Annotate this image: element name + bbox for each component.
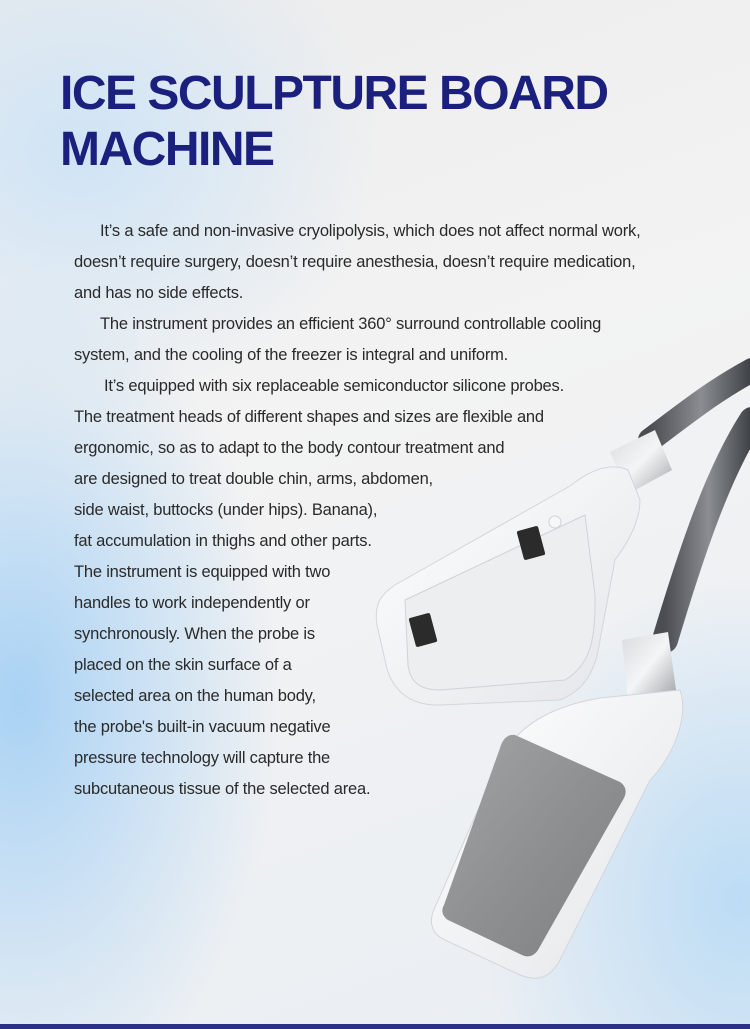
text-line: pressure technology will capture the — [74, 749, 331, 767]
text-line: system, and the cooling of the freezer is integral and uniform. — [74, 346, 509, 364]
text-line: The instrument is equipped with two — [74, 563, 331, 581]
text-line: The treatment heads of different shapes and sizes are flexible and — [74, 408, 544, 426]
text-line: fat accumulation in thighs and other parts. — [74, 532, 372, 550]
lower-hose — [665, 420, 750, 640]
text-line: synchronously. When the probe is — [74, 625, 315, 643]
text-line: doesn’t require surgery, doesn’t require anesthesia, doesn’t require medication, — [74, 253, 636, 271]
text-line: selected area on the human body, — [74, 687, 316, 705]
text-line: the probe's built-in vacuum negative — [74, 718, 331, 736]
text-line: It’s equipped with six replaceable semiconductor silicone probes. — [104, 377, 564, 395]
text-line: subcutaneous tissue of the selected area. — [74, 780, 371, 798]
text-line: handles to work independently or — [74, 594, 310, 612]
text-line: placed on the skin surface of a — [74, 656, 292, 674]
text-line: side waist, buttocks (under hips). Banana), — [74, 501, 378, 519]
text-line: It’s a safe and non-invasive cryolipolysis, which does not affect normal work, — [100, 222, 641, 240]
text-line: The instrument provides an efficient 360° surround controllable cooling — [100, 315, 602, 333]
text-line: and has no side effects. — [74, 284, 244, 302]
page-title — [60, 66, 608, 178]
title-line-1: ICE SCULPTURE BOARD — [60, 67, 608, 120]
text-line: ergonomic, so as to adapt to the body contour treatment and — [74, 439, 505, 457]
title-line-2: MACHINE — [60, 123, 274, 176]
text-line: are designed to treat double chin, arms, abdomen, — [74, 470, 433, 488]
bottom-divider — [0, 1024, 750, 1029]
